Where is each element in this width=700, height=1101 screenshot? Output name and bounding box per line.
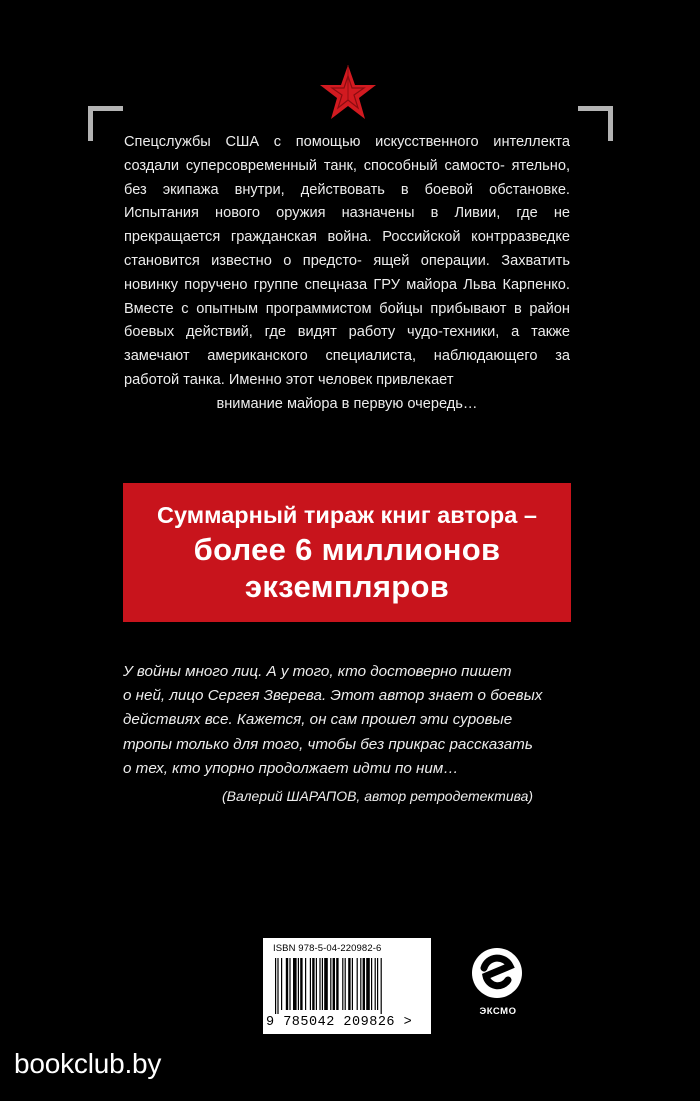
barcode-bar — [289, 958, 290, 1010]
annotation-line: ятельно, без экипажа внутри, действовать в боевой — [124, 157, 570, 198]
barcode-panel — [263, 938, 431, 1034]
barcode-bar — [286, 958, 288, 1010]
quote-line: У войны много лиц. А у того, кто достоверно пишет — [123, 663, 512, 680]
banner-line-1: Суммарный тираж книг автора – — [157, 502, 537, 528]
isbn-number: ISBN 978-5-04-220982-6 — [273, 943, 382, 954]
quote-line: о ней, лицо Сергея Зверева. Этот автор знает о боевых — [123, 687, 543, 705]
barcode-bar — [357, 958, 358, 1010]
annotation-line: замечают американского специалиста, наблюдающего — [124, 348, 538, 365]
barcode-bar — [310, 958, 311, 1010]
barcode-bar — [300, 958, 302, 1010]
barcode-bar — [333, 958, 335, 1010]
barcode-bar — [319, 958, 320, 1010]
barcode-bar — [324, 958, 328, 1010]
annotation-line: программистом бойцы прибывают в район боевых — [124, 300, 570, 341]
review-quote — [123, 660, 583, 781]
barcode-bar — [371, 958, 372, 1010]
barcode-bar — [345, 958, 346, 1010]
annotation-line: действий, где видят работу чудо-техники, а также — [185, 324, 570, 341]
barcode-bar — [336, 958, 338, 1010]
red-star-icon — [319, 64, 377, 120]
eksmo-logo-icon — [470, 946, 524, 1000]
annotation-line: Российской контрразведке становится известно о предсто- — [124, 229, 570, 269]
quote-author: (Валерий ШАРАПОВ, автор ретродетектива) — [222, 788, 534, 804]
barcode-bar — [360, 958, 361, 1010]
barcode-bar — [293, 958, 297, 1010]
annotation-last-line: внимание майора в первую очередь… — [216, 395, 478, 412]
barcode-bar — [342, 958, 343, 1010]
publisher-name: ЭКСМО — [479, 1006, 517, 1017]
annotation-line: спецназа ГРУ майора Льва Карпенко. Вместе с опытным — [124, 276, 570, 317]
annotation-line: за работой танка. Именно этот человек привлекает — [124, 348, 570, 388]
barcode-bar — [352, 958, 353, 1010]
barcode-bar — [298, 958, 299, 1010]
barcode-bar — [305, 958, 306, 1010]
corner-bracket-top-right — [578, 106, 613, 141]
barcode-bars — [275, 958, 421, 1014]
annotation-line: создали суперсовременный танк, способный самосто- — [124, 157, 505, 174]
annotation-line: обстановке. Испытания нового оружия назначены — [124, 181, 570, 222]
barcode-bar — [330, 958, 331, 1010]
barcode-bar — [277, 958, 278, 1014]
banner-line-2: более 6 миллионов — [193, 532, 501, 567]
annotation-line: Спецслужбы США с помощью искусственного интеллекта — [124, 134, 570, 150]
quote-line: тропы только для того, чтобы без прикрас рассказать — [123, 735, 533, 753]
barcode-digits: 9 785042 209826 > — [266, 1015, 413, 1030]
annotation-line: в Ливии, где не прекращается гражданская война. — [124, 205, 570, 246]
quote-line: о тех, кто упорно продолжает идти по ним… — [123, 759, 459, 777]
corner-bracket-top-left — [88, 106, 123, 141]
banner-line-3: экземпляров — [244, 569, 450, 604]
book-annotation — [124, 131, 570, 417]
site-watermark: bookclub.by — [14, 1048, 162, 1079]
barcode-bar — [312, 958, 314, 1010]
barcode-bar — [377, 958, 378, 1010]
annotation-line: ящей операции. Захватить новинку поручено группе — [124, 252, 571, 293]
barcode-bar — [366, 958, 370, 1010]
barcode-bar — [322, 958, 323, 1010]
barcode-bar — [375, 958, 376, 1010]
barcode-bar — [363, 958, 365, 1010]
barcode-bar — [275, 958, 276, 1014]
quote-line: действиях все. Кажется, он сам прошел эти суровые — [123, 711, 513, 729]
barcode-bar — [316, 958, 317, 1010]
circulation-banner — [123, 483, 571, 622]
barcode-bar — [281, 958, 282, 1010]
barcode-bar — [381, 958, 382, 1014]
barcode-bar — [348, 958, 350, 1010]
